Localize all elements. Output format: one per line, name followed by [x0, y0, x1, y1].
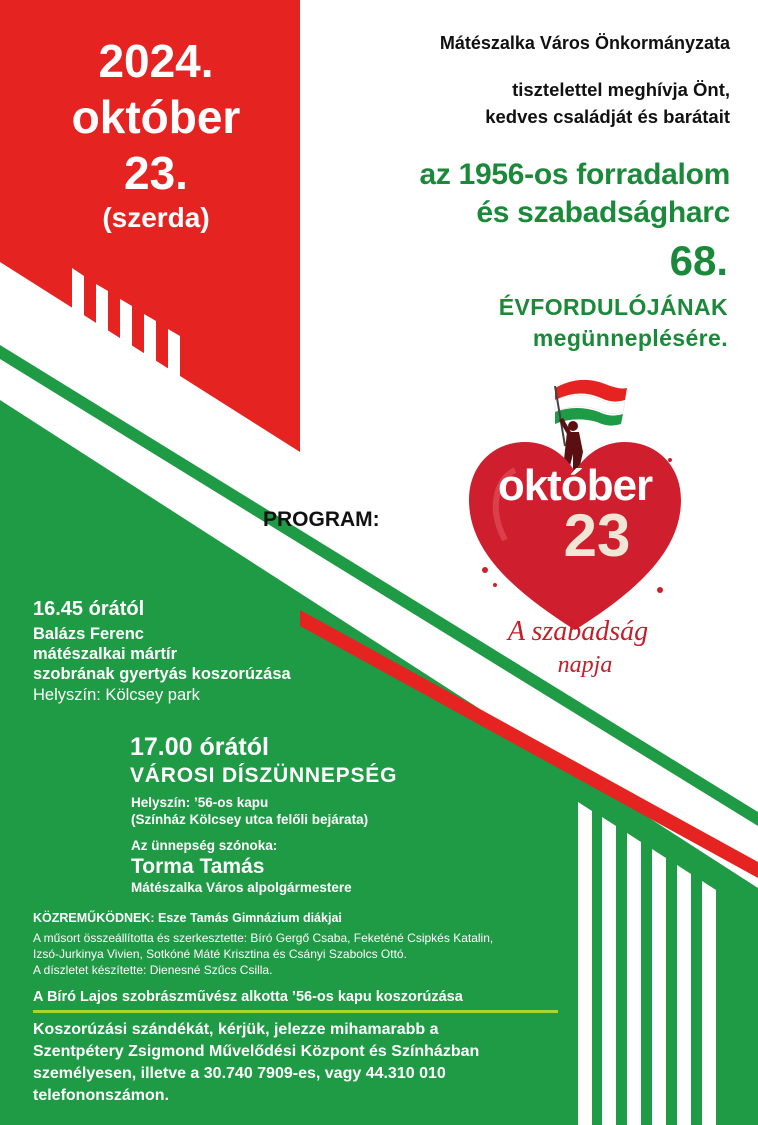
logo-slogan-line: napja	[557, 652, 613, 678]
date-day: 23.	[124, 147, 188, 199]
caption-underline	[33, 1010, 558, 1013]
schedule-2-title: VÁROSI DÍSZÜNNEPSÉG	[130, 764, 398, 787]
schedule-2-place-line: Helyszín: ’56-os kapu	[131, 795, 269, 810]
date-month: október	[71, 91, 241, 143]
schedule-1-desc-line: Balázs Ferenc	[33, 625, 144, 643]
event-title-line: és szabadságharc	[476, 196, 730, 229]
program-label: PROGRAM:	[263, 508, 380, 531]
schedule-1-desc-line: mátészalkai mártír	[33, 645, 177, 663]
schedule-1-desc-line: szobrának gyertyás koszorúzása	[33, 665, 291, 683]
date-year: 2024.	[98, 35, 214, 87]
schedule-2-time: 17.00 órától	[130, 733, 269, 761]
wreath-caption: A Bíró Lajos szobrászművész alkotta ’56-os kapu koszorúzása	[33, 989, 463, 1005]
credit-line: Izsó-Jurkinya Vivien, Sotkóné Máté Krisztina és Csányi Szabolcs Ottó.	[33, 947, 407, 961]
october-23-heart-logo	[455, 360, 695, 680]
logo-word: október	[497, 461, 653, 510]
speaker-label: Az ünnepség szónoka:	[131, 838, 278, 853]
date-weekday: (szerda)	[102, 202, 210, 233]
event-subtitle-line: ÉVFORDULÓJÁNAK	[498, 294, 728, 320]
event-title-line: az 1956-os forradalom	[419, 158, 730, 191]
footer-contact	[33, 1019, 479, 1107]
schedule-1-description	[33, 624, 291, 684]
event-subtitle-line: megünneplésére.	[532, 325, 728, 351]
footer-line: telefononszámon.	[33, 1087, 170, 1104]
schedule-2-place	[131, 794, 368, 828]
logo-number: 23	[563, 502, 631, 569]
organizer: Mátészalka Város Önkormányzata	[439, 33, 730, 53]
schedule-2-place-line: (Színház Kölcsey utca felőli bejárata)	[131, 812, 369, 827]
invitation-text	[485, 76, 730, 130]
event-title	[420, 156, 731, 232]
credit-line: A műsort összeállította és szerkesztette: Bíró Gergő Csaba, Feketéné Csipkés Katalin,	[33, 931, 494, 945]
invitation-line: tisztelettel meghívja Önt,	[512, 79, 730, 100]
flag-icon	[555, 380, 627, 446]
logo-slogan-line: A szabadság	[507, 616, 649, 647]
credits	[33, 930, 493, 978]
speaker-role: Mátészalka Város alpolgármestere	[131, 880, 352, 895]
footer-line: Szentpétery Zsigmond Művelődési Központ és Színházban	[33, 1043, 480, 1060]
credit-line: A díszletet készítette: Dienesné Szűcs Csilla.	[33, 963, 273, 977]
schedule-1-time: 16.45 órától	[33, 598, 145, 620]
footer-line: Koszorúzási szándékát, kérjük, jelezze mihamarabb a	[33, 1021, 439, 1038]
event-subtitle	[499, 292, 728, 354]
anniversary-number: 68.	[669, 237, 728, 284]
footer-line: személyesen, illetve a 30.740 7909-es, vagy 44.310 010	[33, 1065, 446, 1082]
speaker-name: Torma Tamás	[131, 855, 265, 878]
contributors-label: KÖZREMŰKÖDNEK: Esze Tamás Gimnázium diákjai	[33, 911, 342, 925]
invitation-line: kedves családját és barátait	[485, 106, 730, 127]
schedule-1-place: Helyszín: Kölcsey park	[33, 686, 200, 704]
